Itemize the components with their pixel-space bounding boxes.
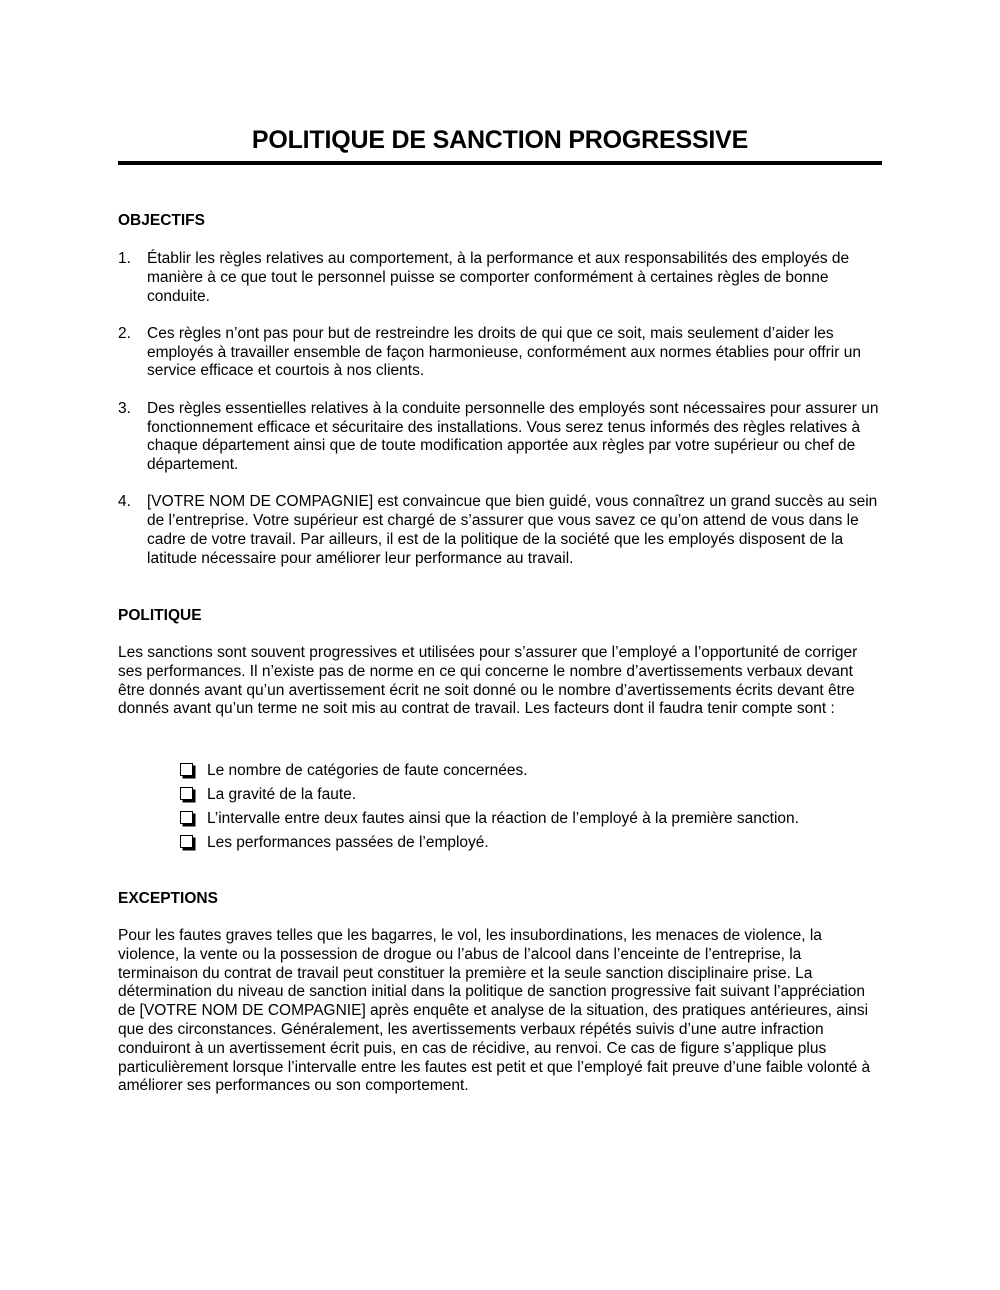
section-heading-exceptions: EXCEPTIONS [118,890,218,907]
item-number: 4. [118,493,131,511]
item-number: 1. [118,250,131,267]
checklist-item [178,759,799,783]
checklist-item-text: L’intervalle entre deux fautes ainsi que la réaction de l’employé à la première sanction. [207,810,799,827]
checklist-item [178,831,799,855]
title-underline-rule [118,161,882,165]
exceptions-paragraph: Pour les fautes graves telles que les bagarres, le vol, les insubordinations, les menaces de violence, la violence, la vente ou la possession de drogue ou l’abus de l’alcool dans l’enceinte de l’entreprise, la terminaison du contrat de travail peut constituer la première et la seule sanction disciplinaire prise. La détermination du niveau de sanction initial dans la politique de sanction progressive fait suivant l’appréciation de [VOTRE NOM DE COMPAGNIE] après enquête et analyse de la situation, des pratiques antérieures, ainsi que des circonstances. Généralement, les avertissements verbaux répétés suivis d’une autre infraction conduiront à un avertissement écrit puis, en cas de récidive, au renvoi. Ce cas de figure s’applique plus particulièrement lorsque l’intervalle entre les fautes est petit et que l’employé fait preuve d’une faible volonté à améliorer ses performances ou son comportement. [118,927,871,1095]
item-number: 3. [118,399,131,417]
checklist-item [178,807,799,831]
item-text: Établir les règles relatives au comportement, à la performance et aux responsabilités des employés de manière à ce que tout le personnel puisse se comporter conformément à certaines règles de bonne conduite. [147,250,850,305]
objectif-item-3 [118,400,882,475]
checklist-item [178,783,799,807]
objectif-item-2 [118,325,882,381]
item-text: Ces règles n’ont pas pour but de restreindre les droits de qui que ce soit, mais seulement d’aider les employés à travailler ensemble de façon harmonieuse, conformément aux normes établies pour offrir un service efficace et courtois à nos clients. [147,324,861,380]
item-text: [VOTRE NOM DE COMPAGNIE] est convaincue que bien guidé, vous connaîtrez un grand succès au sein de l’entreprise. Votre supérieur est chargé de s’assurer que vous savez ce qu’on attend de vous dans le cadre de votre travail. Par ailleurs, il est de la politique de la société que les employés disposent de la latitude nécessaire pour améliorer leur performance au travail. [147,493,878,567]
checklist-item-text: Les performances passées de l’employé. [207,834,489,851]
objectif-item-1 [118,250,882,306]
checkbox-icon [180,811,193,824]
item-text: Des règles essentielles relatives à la conduite personnelle des employés sont nécessaires pour assurer un fonctionnement efficace et sécuritaire des installations. Vous serez tenus informés des règles relatives à chaque département ainsi que de toute modification apportée aux règles par votre supérieur ou chef de département. [147,399,879,474]
checkbox-icon [180,835,193,848]
checklist-item-text: La gravité de la faute. [207,786,357,803]
objectif-item-4 [118,493,882,568]
checkbox-icon [180,763,193,776]
document-title: POLITIQUE DE SANCTION PROGRESSIVE [251,126,749,154]
objectifs-list [118,250,882,587]
section-heading-objectifs: OBJECTIFS [118,212,205,229]
checkbox-icon [180,787,193,800]
checklist-item-text: Le nombre de catégories de faute concernées. [207,762,528,779]
section-heading-politique: POLITIQUE [118,607,202,624]
politique-paragraph: Les sanctions sont souvent progressives et utilisées pour s’assurer que l’employé a l’opportunité de corriger ses performances. Il n’existe pas de norme en ce qui concerne le nombre d’avertissements verbaux devant être donnés avant qu’un avertissement écrit ne soit donné ou le nombre d’avertissements écrits devant être donnés avant qu’un terme ne soit mis au contrat de travail. Les facteurs dont il faudra tenir compte sont : [118,644,858,718]
item-number: 2. [118,324,131,342]
factors-checklist [178,759,799,855]
